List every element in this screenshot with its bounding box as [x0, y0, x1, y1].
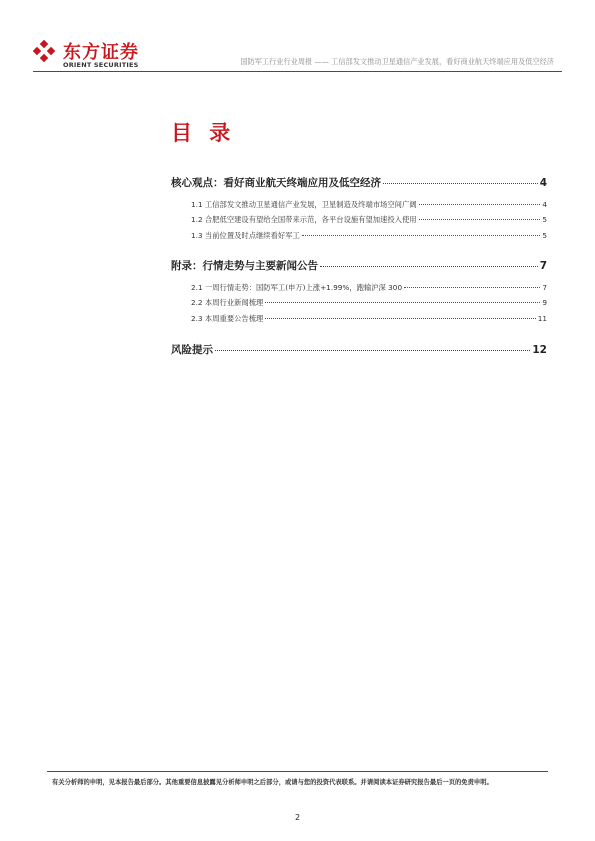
logo-english-name: ORIENT SECURITIES [63, 61, 139, 69]
toc-entry-3[interactable] [171, 342, 547, 357]
toc-entry-page: 4 [539, 177, 547, 189]
toc-entry-text: 2.3 本周重要公告梳理 [191, 314, 264, 323]
toc-entry-page: 9 [542, 298, 547, 307]
toc-entry-page: 5 [542, 215, 547, 224]
toc-title: 目 录 [171, 121, 236, 145]
diamond-logo-icon [33, 40, 55, 62]
toc-entry-text: 2.2 本周行业新闻梳理 [191, 298, 264, 307]
toc-entry-2-3[interactable] [171, 314, 547, 324]
toc-entry-text: 1.2 合肥低空建设有望给全国带来示范，各平台设施有望加速投入使用 [191, 215, 417, 224]
toc-entry-page: 11 [537, 314, 547, 323]
toc-entry-page: 4 [542, 200, 547, 209]
running-header: 国防军工行业行业周报 —— 工信部发文推动卫星通信产业发展，看好商业航天终端应用及低空经济 [240, 57, 554, 66]
toc-entry-text: 附录：行情走势与主要新闻公告 [171, 260, 318, 272]
header-divider [33, 71, 562, 72]
toc-leader [302, 235, 541, 236]
toc-entry-1-3[interactable] [171, 231, 547, 241]
toc-leader [215, 350, 530, 351]
toc-entry-1[interactable] [171, 175, 547, 190]
toc-leader [265, 302, 540, 303]
toc-entry-page: 5 [542, 231, 547, 240]
toc-leader [404, 287, 540, 288]
toc-entry-page: 7 [539, 260, 547, 272]
toc-entry-text: 风险提示 [171, 344, 213, 356]
toc-entry-text: 核心观点：看好商业航天终端应用及低空经济 [171, 177, 381, 189]
toc-entry-text: 1.3 当前位置及时点继续看好军工 [191, 231, 300, 240]
toc-entry-1-2[interactable] [171, 215, 547, 225]
toc-leader [419, 219, 541, 220]
toc-leader [383, 183, 538, 184]
toc-entry-text: 2.1 一周行情走势：国防军工(申万)上涨+1.99%，跑输沪深 300 [191, 283, 403, 292]
footer-divider [47, 771, 548, 772]
toc-entry-page: 7 [542, 283, 547, 292]
toc-leader [320, 266, 538, 267]
footer-disclaimer: 有关分析师的申明，见本报告最后部分。其他重要信息披露见分析师申明之后部分，或请与您的投资代表联系。并请阅读本证券研究报告最后一页的免责申明。 [52, 779, 493, 786]
toc-leader [419, 204, 541, 205]
toc-entry-text: 1.1 工信部发文推动卫星通信产业发展，卫星制造及终端市场空间广阔 [191, 200, 417, 209]
toc-entry-1-1[interactable] [171, 200, 547, 210]
toc-entry-page: 12 [532, 344, 547, 356]
company-logo [33, 40, 153, 72]
toc-leader [265, 318, 535, 319]
toc-entry-2-1[interactable] [171, 283, 547, 293]
logo-chinese-name: 东方证券 [63, 42, 139, 63]
toc-entry-2-2[interactable] [171, 298, 547, 308]
toc-entry-2[interactable] [171, 258, 547, 273]
page-number: 2 [294, 813, 301, 822]
